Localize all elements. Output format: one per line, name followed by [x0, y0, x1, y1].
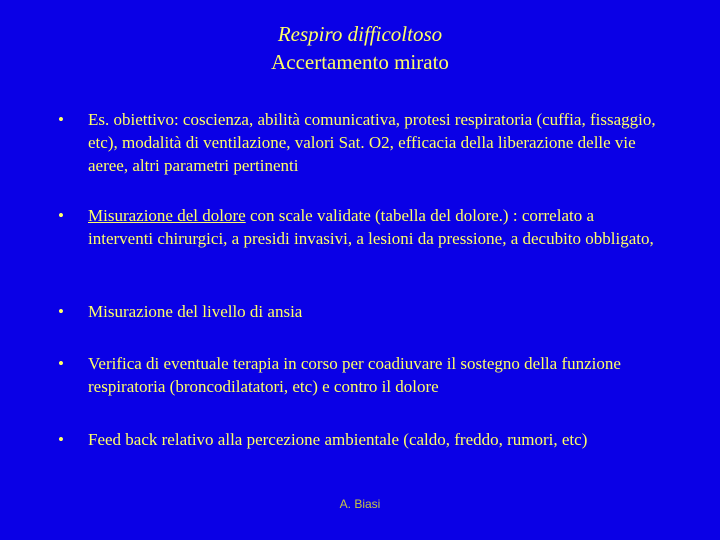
bullet-marker: •: [58, 206, 64, 225]
bullet-text: Verifica di eventuale terapia in corso per coadiuvare il sostegno della funzione respiratoria (broncodilatatori, etc) e contro il dolore: [88, 354, 621, 396]
bullet-marker: •: [58, 302, 64, 321]
bullet-marker: •: [58, 354, 64, 373]
bullet-marker: •: [58, 110, 64, 129]
title-line-1: Respiro difficoltoso: [277, 22, 443, 46]
bullet-text: Es. obiettivo: coscienza, abilità comunicativa, protesi respiratoria (cuffia, fissaggio, etc), modalità di ventilazione, valori Sat. O2, efficacia della liberazione delle vie aeree, altri parametri pertinenti: [88, 110, 656, 175]
bullet-marker: •: [58, 430, 64, 449]
bullet-item-3: [58, 300, 658, 323]
slide-footer: A. Biasi: [339, 497, 381, 511]
bullet-item-4: [58, 352, 658, 398]
bullet-item-2: [58, 204, 658, 250]
underlined-phrase: Misurazione del dolore: [88, 206, 246, 225]
bullet-text: Misurazione del livello di ansia: [88, 302, 303, 321]
bullet-item-1: [58, 108, 658, 177]
title-line-2: Accertamento mirato: [271, 50, 449, 74]
slide-title: [0, 20, 720, 76]
bullet-text: Feed back relativo alla percezione ambientale (caldo, freddo, rumori, etc): [88, 430, 588, 449]
bullet-item-5: [58, 428, 658, 451]
bullet-text-rest: con scale validate (tabella del dolore.) : correlato a interventi chirurgici, a presidi invasivi, a lesioni da pressione, a decubito obbligato,: [88, 206, 654, 248]
bullet-text: [88, 204, 658, 250]
